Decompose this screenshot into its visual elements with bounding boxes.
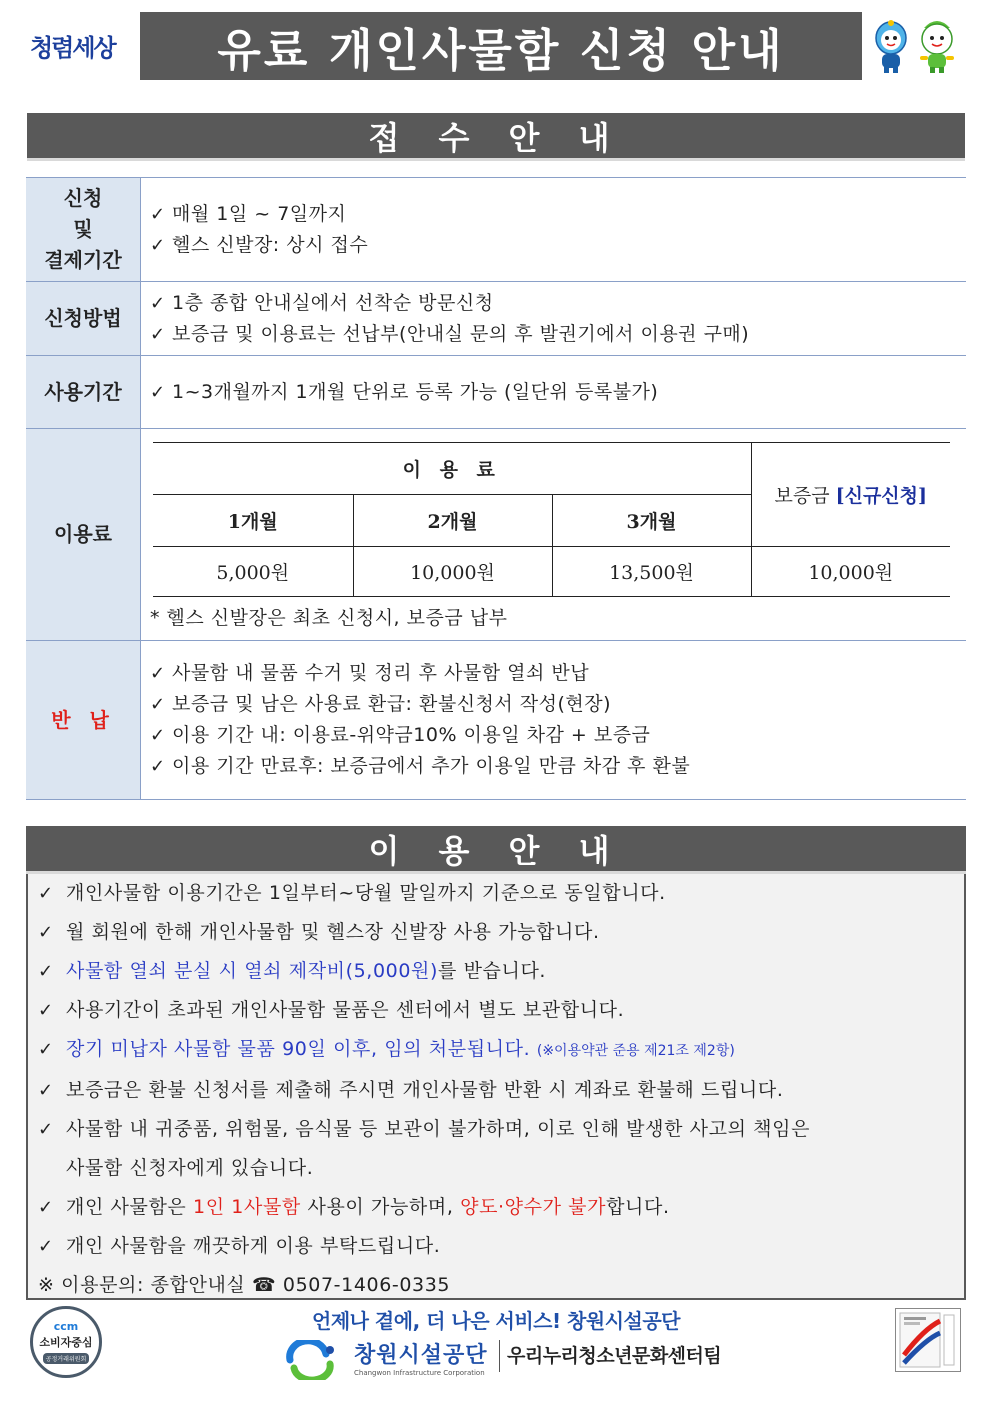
footer-slogan: 언제나 곁에, 더 나은 서비스! 창원시설공단 (312, 1309, 680, 1333)
ccm-org: 공정거래위원회 (43, 1353, 90, 1364)
check-icon: ✓ (150, 663, 166, 684)
ccm-badge (30, 1306, 102, 1378)
certification-emblem-icon (896, 1309, 960, 1371)
check-icon: ✓ (38, 922, 54, 943)
row-return (26, 641, 966, 800)
label-line: 결제기간 (44, 248, 122, 272)
quality-certification-badge (895, 1308, 961, 1372)
check-icon: ✓ (150, 694, 166, 715)
price-3-month: 13,500원 (552, 547, 751, 597)
check-icon: ✓ (38, 1080, 54, 1101)
reception-heading-bar (27, 113, 965, 161)
list-item: ✓ 보증금은 환불 신청서를 제출해 주시면 개인사물함 반환 시 계좌로 환불해 드립니다. (38, 1071, 958, 1110)
ccm-mark: ccm (53, 1320, 79, 1333)
page-title: 유료 개인사물함 신청 안내 (217, 23, 785, 77)
row-label: 반 납 (26, 641, 141, 799)
divider (499, 1340, 500, 1372)
row-label (26, 178, 141, 281)
check-icon: ✓ (38, 961, 54, 982)
list-item: ✓ 보증금 및 남은 사용료 환급: 환불신청서 작성(현장) (150, 689, 966, 720)
check-icon: ✓ (38, 1197, 54, 1218)
clean-world-logo (30, 22, 135, 68)
row-label: 이용료 (26, 429, 141, 640)
fee-header: 이 용 료 (153, 443, 751, 495)
check-icon: ✓ (38, 1039, 54, 1060)
check-icon: ✓ (150, 292, 166, 314)
list-item: ✓ 사용기간이 초과된 개인사물함 물품은 센터에서 별도 보관합니다. (38, 991, 958, 1030)
logo-text: 청렴세상 (30, 33, 115, 62)
price-1-month: 5,000원 (153, 547, 353, 597)
contact-info: ※ 이용문의: 종합안내실 ☎ 0507-1406-0335 (38, 1274, 451, 1296)
check-icon: ✓ (150, 234, 166, 256)
deposit-price: 10,000원 (751, 547, 950, 597)
check-icon: ✓ (38, 883, 54, 904)
list-item: ✓ 사물함 열쇠 분실 시 열쇠 제작비(5,000원)를 받습니다. (38, 952, 958, 991)
check-icon: ✓ (150, 756, 166, 777)
check-icon: ✓ (150, 323, 166, 345)
list-item: ✓ 1~3개월까지 1개월 단위로 등록 가능 (일단위 등록불가) (150, 377, 966, 408)
row-usage-period (26, 356, 966, 429)
row-content (141, 429, 966, 640)
mascot-left-icon (870, 18, 912, 74)
team-name: 우리누리청소년문화센터팀 (507, 1345, 722, 1367)
fee-table (153, 442, 950, 597)
period-1-month: 1개월 (153, 495, 353, 547)
row-label: 신청방법 (26, 282, 141, 355)
row-method (26, 282, 966, 356)
list-item: ✓ 개인 사물함을 깨끗하게 이용 부탁드립니다. (38, 1227, 958, 1266)
label-line: 및 (73, 217, 93, 241)
usage-heading-bar (26, 826, 966, 874)
list-item: ✓ 장기 미납자 사물함 물품 90일 이후, 임의 처분됩니다. (※이용약관 준용 제21조 제2항) (38, 1030, 958, 1071)
list-item: ✓ 이용 기간 내: 이용료-위약금10% 이용일 차감 + 보증금 (150, 720, 966, 751)
usage-guide-box (26, 826, 966, 1300)
list-item: ✓ 이용 기간 만료후: 보증금에서 추가 이용일 만큼 차감 후 환불 (150, 751, 966, 782)
list-item: ✓ 매월 1일 ~ 7일까지 (150, 199, 966, 230)
list-item: ✓ 월 회원에 한해 개인사물함 및 헬스장 신발장 사용 가능합니다. (38, 913, 958, 952)
usage-heading: 이 용 안 내 (368, 831, 624, 870)
corporation-logo-block (286, 1336, 722, 1382)
fee-note: * 헬스 신발장은 최초 신청시, 보증금 납부 (150, 607, 508, 629)
period-2-month: 2개월 (353, 495, 552, 547)
reception-info-table (26, 177, 966, 800)
list-item: ✓ 사물함 내 물품 수거 및 정리 후 사물함 열쇠 반납 (150, 658, 966, 689)
check-icon: ✓ (150, 725, 166, 746)
row-fee (26, 429, 966, 641)
row-content (141, 641, 966, 799)
period-3-month: 3개월 (552, 495, 751, 547)
list-item: ✓ 헬스 신발장: 상시 접수 (150, 230, 966, 261)
corporation-name: 창원시설공단 (354, 1343, 488, 1368)
label-line: 신청 (63, 186, 103, 210)
check-icon: ✓ (38, 1000, 54, 1021)
row-content (141, 282, 966, 355)
price-2-month: 10,000원 (353, 547, 552, 597)
check-icon: ✓ (38, 1236, 54, 1257)
reception-heading: 접 수 안 내 (368, 118, 624, 157)
page-header (0, 0, 992, 90)
corporation-logo-icon (286, 1340, 338, 1380)
row-period (26, 178, 966, 282)
list-item: ✓ 사물함 내 귀중품, 위험물, 음식물 등 보관이 불가하며, 이로 인해 발생한 사고의 책임은 사물함 신청자에게 있습니다. (38, 1110, 958, 1188)
list-item: ✓ 보증금 및 이용료는 선납부(안내실 문의 후 발권기에서 이용권 구매) (150, 319, 966, 350)
row-content (141, 356, 966, 428)
check-icon: ✓ (150, 381, 166, 403)
check-icon: ✓ (150, 203, 166, 225)
list-item: ✓ 개인사물함 이용기간은 1일부터~당월 말일까지 기준으로 동일합니다. (38, 874, 958, 913)
list-item: ✓ 1층 종합 안내실에서 선착순 방문신청 (150, 288, 966, 319)
ccm-label: 소비자중심 (39, 1336, 93, 1349)
mascot-right-icon (916, 18, 958, 74)
deposit-header: 보증금 [신규신청] (751, 443, 950, 547)
title-bar (140, 12, 862, 80)
usage-list (38, 874, 958, 1305)
row-content (141, 178, 966, 281)
mascot-characters (870, 18, 962, 74)
check-icon: ✓ (38, 1119, 54, 1140)
page-footer (0, 1300, 992, 1403)
list-item: ✓ 개인 사물함은 1인 1사물함 사용이 가능하며, 양도·양수가 불가합니다. (38, 1188, 958, 1227)
row-label: 사용기간 (26, 356, 141, 428)
corporation-english-name: Changwon Infrastructure Corporation (354, 1369, 485, 1377)
